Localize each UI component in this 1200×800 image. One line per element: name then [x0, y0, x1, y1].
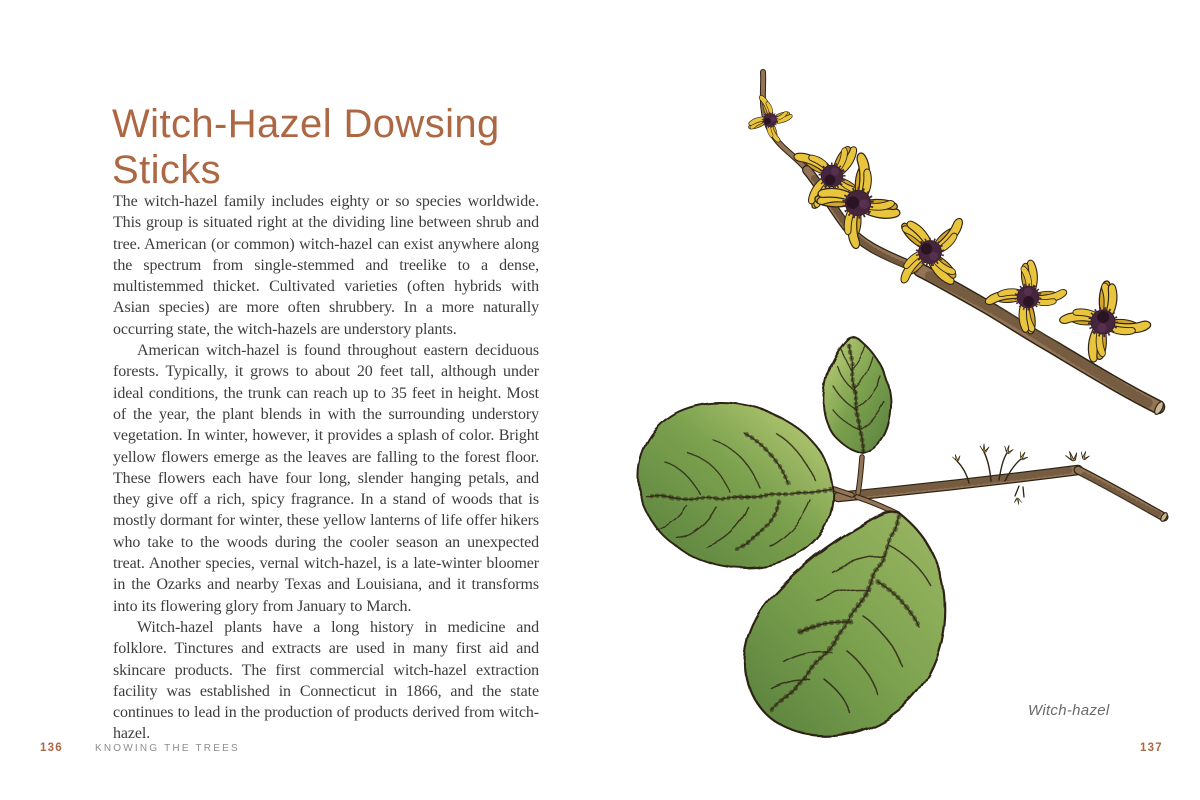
leaf-upper	[823, 337, 891, 453]
flower-clusters	[745, 91, 1161, 379]
leafy-branch	[638, 337, 1169, 736]
paragraph-1: The witch-hazel family includes eighty or so species worldwide. This group is situated right at the dividing line between shrub and tree. American (or common) witch-hazel can exist anywhere along the spectrum from single-stemmed and treelike to a dense, multistemmed thicket. Cultivated varieties (often hybrids with Asian species) are more often shrubbery. In a more naturally occurring state, the witch-hazels are understory plants.	[113, 193, 539, 338]
page-title: Witch-Hazel Dowsing Sticks	[112, 101, 500, 192]
flower-twig	[763, 72, 1165, 416]
page-number-left: 136	[40, 742, 63, 754]
running-header: KNOWING THE TREES	[95, 743, 240, 754]
flowering-branch	[745, 72, 1165, 416]
body-text	[113, 191, 539, 745]
leaf-left	[638, 403, 833, 568]
paragraph-2: American witch-hazel is found throughout eastern deciduous forests. Typically, it grows to about 20 feet tall, although under ideal conditions, the trunk can reach up to 35 feet in height. Most of the year, the plant blends in with the surrounding understory vegetation. In winter, however, it provides a splash of color. Bright yellow flowers emerge as the leaves are falling to the forest floor. These flowers each have four long, slender hanging petals, and they give off a rich, spicy fragrance. In a stand of woods that is mostly dormant for winter, these yellow lanterns of life offer hikers who take to the woods during the cooler season an unexpected treat. Another species, vernal witch-hazel, is a late-winter bloomer in the Ozarks and nearby Texas and Louisiana, and it transforms into its flowering glory from January to March.	[113, 342, 539, 615]
right-page	[600, 0, 1200, 800]
flower-cluster	[745, 91, 796, 147]
illustration-caption: Witch-hazel	[1028, 702, 1110, 719]
flower-cluster	[977, 248, 1076, 344]
page-number-right: 137	[1140, 742, 1163, 754]
witch-hazel-illustration	[600, 0, 1200, 800]
paragraph-3: Witch-hazel plants have a long history in medicine and folklore. Tinctures and extracts are used in many first aid and skincare products. The first commercial witch-hazel extraction facility was established in Connecticut in 1866, and the state continues to lead in the production of products derived from witch-hazel.	[113, 618, 539, 743]
